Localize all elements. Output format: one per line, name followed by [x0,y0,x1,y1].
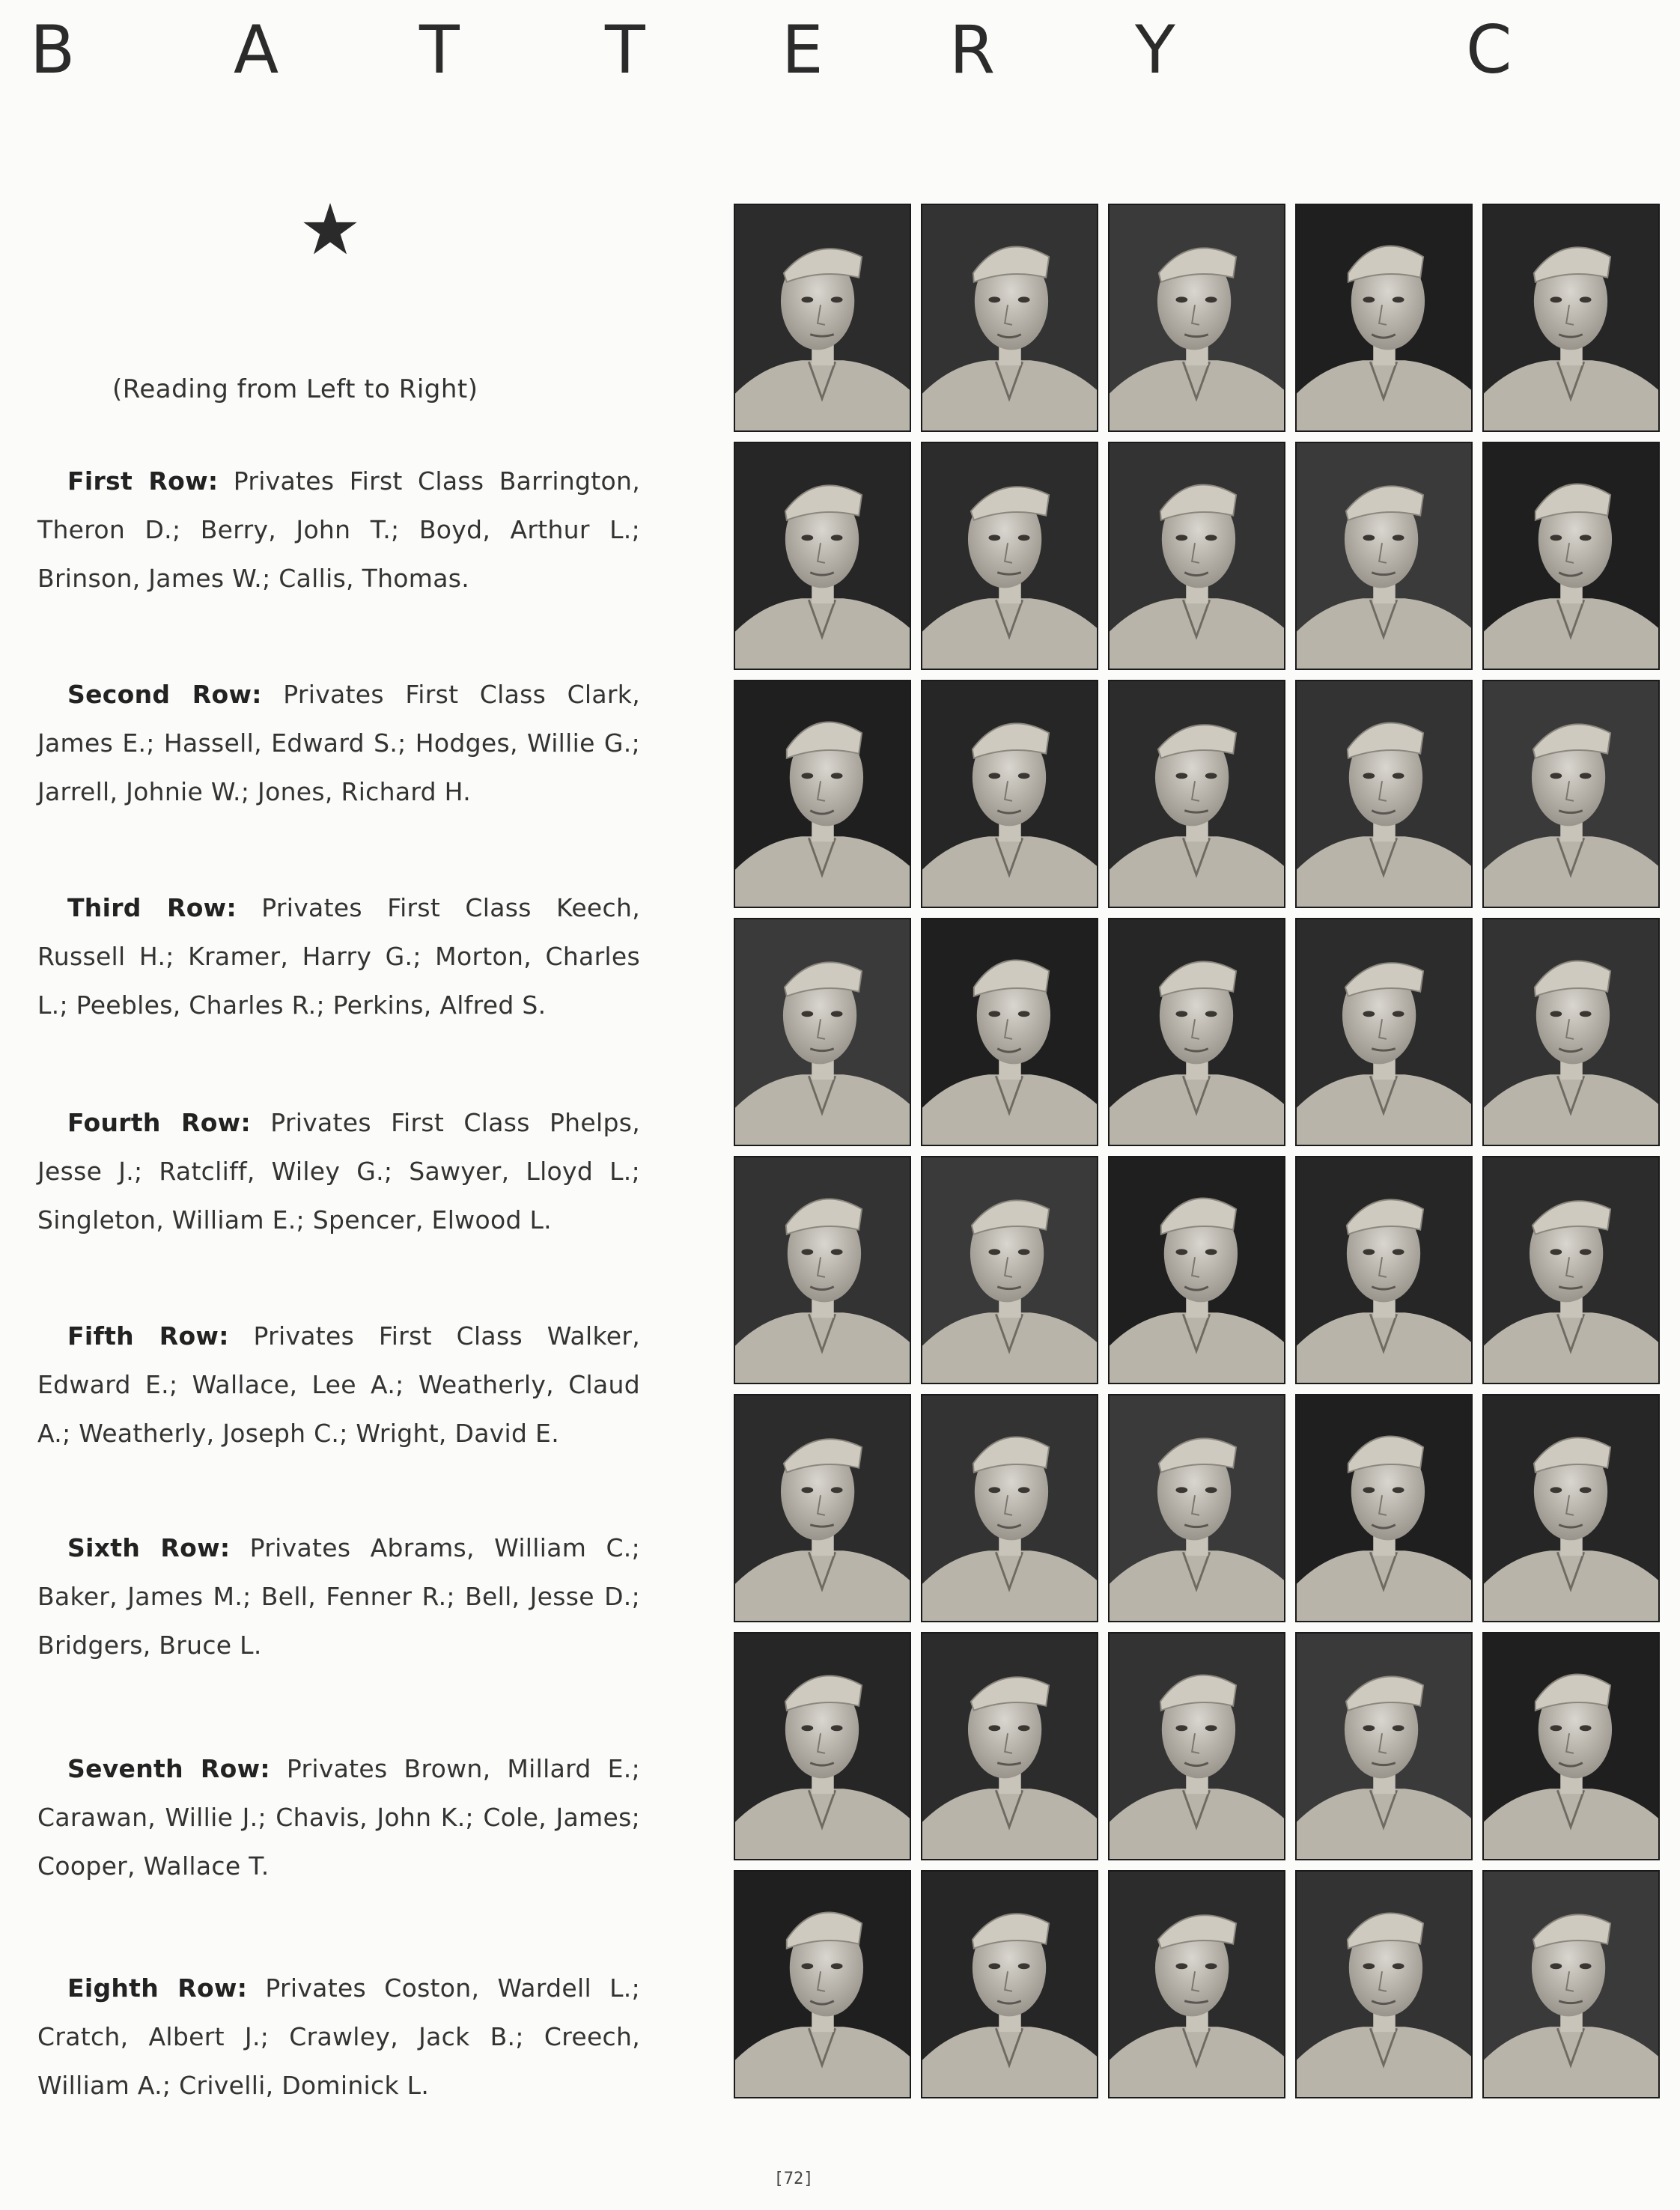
row-label: Second Row: [67,680,262,709]
title-letter: C [1466,11,1512,88]
portrait-photo [734,918,911,1146]
portrait-photo [734,680,911,908]
title-letter: B [30,11,76,88]
portrait-photo [921,204,1098,432]
row-names: Privates First Class Clark, James E.; Hassell, Edward S.; Hodges, Willie G.; Jarrell, Johnie W.; Jones, Richard H. [37,680,640,806]
row-label: Eighth Row: [67,1973,248,2003]
title-letter: Y [1135,11,1175,88]
page-title [30,11,1535,88]
portrait-photo [1295,680,1473,908]
title-letter: R [949,11,996,88]
row-names: Privates First Class Walker, Edward E.; Wallace, Lee A.; Weatherly, Claud A.; Weatherly, Joseph C.; Wright, David E. [37,1321,641,1448]
caption-third-row [37,883,640,1029]
row-names: Privates Brown, Millard E.; Carawan, Willie J.; Chavis, John K.; Cole, James; Cooper, Wallace T. [37,1754,640,1881]
caption-fifth-row [37,1312,640,1458]
portrait-photo [1295,918,1473,1146]
portrait-photo [734,1394,911,1622]
caption-eighth-row [37,1964,640,2110]
portrait-photo [1482,1156,1660,1384]
portrait-photo [1108,918,1285,1146]
portrait-photo [734,204,911,432]
portrait-photo [921,1156,1098,1384]
portrait-photo [1108,1394,1285,1622]
portrait-photo [1108,1632,1285,1860]
portrait-photo [921,1394,1098,1622]
row-label: Fifth Row: [67,1321,229,1351]
portrait-photo [1108,204,1285,432]
portrait-photo [1295,204,1473,432]
portrait-photo [1482,918,1660,1146]
portrait-photo [734,442,911,670]
star-icon [302,201,359,258]
portrait-photo [1108,1156,1285,1384]
row-label: Fourth Row: [67,1108,251,1137]
portrait-photo [1295,442,1473,670]
portrait-photo [1482,1394,1660,1622]
row-names: Privates Coston, Wardell L.; Cratch, Albert J.; Crawley, Jack B.; Creech, William A.; Crivelli, Dominick L. [37,1973,640,2100]
row-label: First Row: [67,466,219,496]
portrait-photo [921,918,1098,1146]
portrait-photo [1295,1394,1473,1622]
portrait-photo [921,1870,1098,2098]
portrait-photo [1295,1156,1473,1384]
portrait-photo [1108,442,1285,670]
portrait-photo [1482,1870,1660,2098]
portrait-photo [921,1632,1098,1860]
portrait-photo [1108,1870,1285,2098]
row-label: Seventh Row: [67,1754,270,1783]
portrait-photo [1482,442,1660,670]
portrait-photo [1482,680,1660,908]
portrait-photo [921,442,1098,670]
row-names: Privates Abrams, William C.; Baker, James M.; Bell, Fenner R.; Bell, Jesse D.; Bridgers, Bruce L. [37,1533,641,1660]
caption-first-row [37,457,640,603]
caption-fourth-row [37,1098,640,1244]
row-names: Privates First Class Barrington, Theron D.; Berry, John T.; Boyd, Arthur L.; Brinson, James W.; Callis, Thomas. [37,466,640,593]
portrait-photo [734,1156,911,1384]
caption-sixth-row [37,1523,640,1669]
portrait-photo [1108,680,1285,908]
title-letter: T [605,11,645,88]
row-names: Privates First Class Phelps, Jesse J.; Ratcliff, Wiley G.; Sawyer, Lloyd L.; Singleton, William E.; Spencer, Elwood L. [37,1108,641,1235]
row-names: Privates First Class Keech, Russell H.; Kramer, Harry G.; Morton, Charles L.; Peebles, Charles R.; Perkins, Alfred S. [37,893,640,1020]
row-label: Sixth Row: [67,1533,231,1562]
portrait-photo [1482,1632,1660,1860]
portrait-grid [734,204,1658,2113]
caption-seventh-row [37,1744,640,1890]
portrait-photo [734,1632,911,1860]
title-letter: T [419,11,460,88]
caption-second-row [37,670,640,816]
portrait-photo [1295,1870,1473,2098]
title-letter: A [234,11,279,88]
portrait-photo [734,1870,911,2098]
portrait-photo [921,680,1098,908]
portrait-photo [1482,204,1660,432]
page-number: [72] [773,2170,814,2188]
reading-note: (Reading from Left to Right) [112,374,478,404]
portrait-photo [1295,1632,1473,1860]
row-label: Third Row: [67,893,237,922]
title-letter: E [782,11,824,88]
